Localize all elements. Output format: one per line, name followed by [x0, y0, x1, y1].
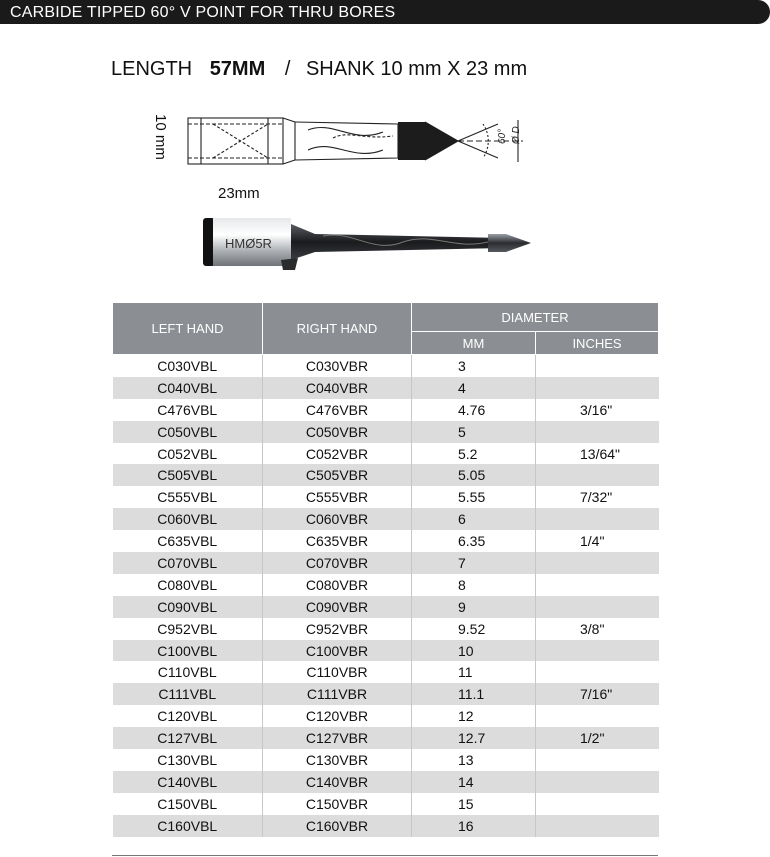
spec-headline [111, 58, 527, 81]
table-row [113, 552, 659, 574]
right-hand-cell: C120VBR [263, 705, 412, 727]
right-hand-cell: C476VBR [263, 399, 412, 421]
right-hand-cell: C040VBR [263, 377, 412, 399]
right-hand-cell: C505VBR [263, 464, 412, 486]
table-row [113, 793, 659, 815]
drill-technical-drawing [183, 110, 528, 172]
diameter-mm-cell: 5.2 [412, 443, 536, 465]
diameter-inches-cell [536, 661, 659, 683]
diameter-inches-cell [536, 596, 659, 618]
diameter-inches-cell [536, 640, 659, 662]
left-hand-cell: C140VBL [113, 771, 263, 793]
left-hand-cell: C110VBL [113, 661, 263, 683]
product-table [112, 302, 659, 837]
left-hand-cell: C505VBL [113, 464, 263, 486]
header-diameter: DIAMETER [412, 303, 659, 332]
left-hand-cell: C100VBL [113, 640, 263, 662]
right-hand-cell: C127VBR [263, 727, 412, 749]
banner-title: CARBIDE TIPPED 60° V POINT FOR THRU BORES [10, 4, 396, 21]
diameter-inches-cell [536, 574, 659, 596]
right-hand-cell: C140VBR [263, 771, 412, 793]
shank-height-label: 10 mm [152, 114, 169, 160]
right-hand-cell: C100VBR [263, 640, 412, 662]
diameter-mm-cell: 5.55 [412, 486, 536, 508]
left-hand-cell: C050VBL [113, 421, 263, 443]
right-hand-cell: C050VBR [263, 421, 412, 443]
diameter-inches-cell [536, 749, 659, 771]
diameter-mm-cell: 4.76 [412, 399, 536, 421]
diameter-mm-cell: 13 [412, 749, 536, 771]
table-row [113, 530, 659, 552]
diameter-mm-cell: 14 [412, 771, 536, 793]
diameter-mm-cell: 9 [412, 596, 536, 618]
diameter-mm-cell: 4 [412, 377, 536, 399]
diameter-inches-cell [536, 705, 659, 727]
left-hand-cell: C090VBL [113, 596, 263, 618]
right-hand-cell: C150VBR [263, 793, 412, 815]
table-row [113, 727, 659, 749]
table-row [113, 508, 659, 530]
table-bottom-rule [112, 855, 658, 856]
table-row [113, 815, 659, 837]
diameter-mm-cell: 10 [412, 640, 536, 662]
diameter-mm-cell: 11 [412, 661, 536, 683]
table-row [113, 355, 659, 377]
table-row [113, 749, 659, 771]
table-row [113, 705, 659, 727]
table-row [113, 486, 659, 508]
left-hand-cell: C080VBL [113, 574, 263, 596]
right-hand-cell: C952VBR [263, 618, 412, 640]
diameter-inches-cell: 3/8" [580, 620, 605, 637]
right-hand-cell: C090VBR [263, 596, 412, 618]
diameter-mm-cell: 16 [412, 815, 536, 837]
table-row [113, 596, 659, 618]
right-hand-cell: C130VBR [263, 749, 412, 771]
header-left-hand: LEFT HAND [113, 303, 263, 355]
right-hand-cell: C160VBR [263, 815, 412, 837]
diameter-mm-cell: 6 [412, 508, 536, 530]
header-right-hand: RIGHT HAND [263, 303, 412, 355]
diameter-mm-cell: 15 [412, 793, 536, 815]
table-row [113, 443, 659, 465]
diameter-mm-cell: 7 [412, 552, 536, 574]
right-hand-cell: C052VBR [263, 443, 412, 465]
table-row [113, 574, 659, 596]
diameter-inches-cell [536, 552, 659, 574]
header-mm: MM [412, 332, 536, 355]
diameter-mm-cell: 5.05 [412, 464, 536, 486]
left-hand-cell: C111VBL [113, 683, 263, 705]
diameter-inches-cell [536, 421, 659, 443]
left-hand-cell: C127VBL [113, 727, 263, 749]
diameter-mm-cell: 12.7 [412, 727, 536, 749]
diameter-inches-cell: 1/4" [580, 533, 605, 550]
diameter-mm-cell: 3 [412, 355, 536, 377]
table-row [113, 421, 659, 443]
length-label: LENGTH [111, 58, 193, 80]
right-hand-cell: C110VBR [263, 661, 412, 683]
left-hand-cell: C040VBL [113, 377, 263, 399]
diameter-inches-cell [536, 508, 659, 530]
diameter-mm-cell: 6.35 [412, 530, 536, 552]
table-row [113, 661, 659, 683]
left-hand-cell: C635VBL [113, 530, 263, 552]
diameter-inches-cell: 1/2" [536, 727, 659, 749]
length-value: 57MM [209, 58, 266, 80]
left-hand-cell: C160VBL [113, 815, 263, 837]
right-hand-cell: C080VBR [263, 574, 412, 596]
right-hand-cell: C555VBR [263, 486, 412, 508]
diameter-mm-cell: 9.52 [412, 618, 536, 640]
table-row [113, 683, 659, 705]
diameter-mm-cell: 8 [412, 574, 536, 596]
left-hand-cell: C555VBL [113, 486, 263, 508]
right-hand-cell: C635VBR [263, 530, 412, 552]
table-row [113, 640, 659, 662]
diameter-inches-cell: 7/32" [580, 489, 613, 506]
right-hand-cell: C030VBR [263, 355, 412, 377]
diameter-inches-cell: 3/16" [580, 401, 613, 418]
diameter-inches-cell [536, 355, 659, 377]
diameter-inches-cell [536, 377, 659, 399]
table-row [113, 377, 659, 399]
right-hand-cell: C070VBR [263, 552, 412, 574]
left-hand-cell: C476VBL [113, 399, 263, 421]
diameter-inches-cell [536, 815, 659, 837]
left-hand-cell: C130VBL [113, 749, 263, 771]
diameter-mm-cell: 5 [412, 421, 536, 443]
diameter-inches-cell [536, 464, 659, 486]
drill-bit-photo [203, 212, 533, 274]
table-row [113, 771, 659, 793]
diameter-mm-cell: 11.1 [412, 683, 536, 705]
shank-spec: SHANK 10 mm X 23 mm [305, 58, 528, 80]
diameter-inches-cell [536, 793, 659, 815]
title-banner [0, 0, 770, 24]
table-row [113, 618, 659, 640]
diameter-mm-cell: 12 [412, 705, 536, 727]
headline-slash: / [284, 58, 291, 80]
left-hand-cell: C952VBL [113, 618, 263, 640]
right-hand-cell: C111VBR [263, 683, 412, 705]
header-inches: INCHES [536, 332, 659, 355]
shank-length-label: 23mm [218, 185, 260, 202]
product-marking: HMØ5R [225, 236, 272, 251]
left-hand-cell: C120VBL [113, 705, 263, 727]
left-hand-cell: C052VBL [113, 443, 263, 465]
left-hand-cell: C060VBL [113, 508, 263, 530]
diameter-inches-cell [536, 771, 659, 793]
table-row [113, 464, 659, 486]
shank-height-dimension [152, 114, 168, 174]
left-hand-cell: C150VBL [113, 793, 263, 815]
diameter-inches-cell: 7/16" [536, 683, 659, 705]
left-hand-cell: C030VBL [113, 355, 263, 377]
left-hand-cell: C070VBL [113, 552, 263, 574]
diameter-symbol-label: Ø D [511, 126, 522, 144]
table-row [113, 399, 659, 421]
diameter-inches-cell: 13/64" [580, 445, 621, 462]
right-hand-cell: C060VBR [263, 508, 412, 530]
tip-angle-label: 60° [497, 128, 508, 144]
